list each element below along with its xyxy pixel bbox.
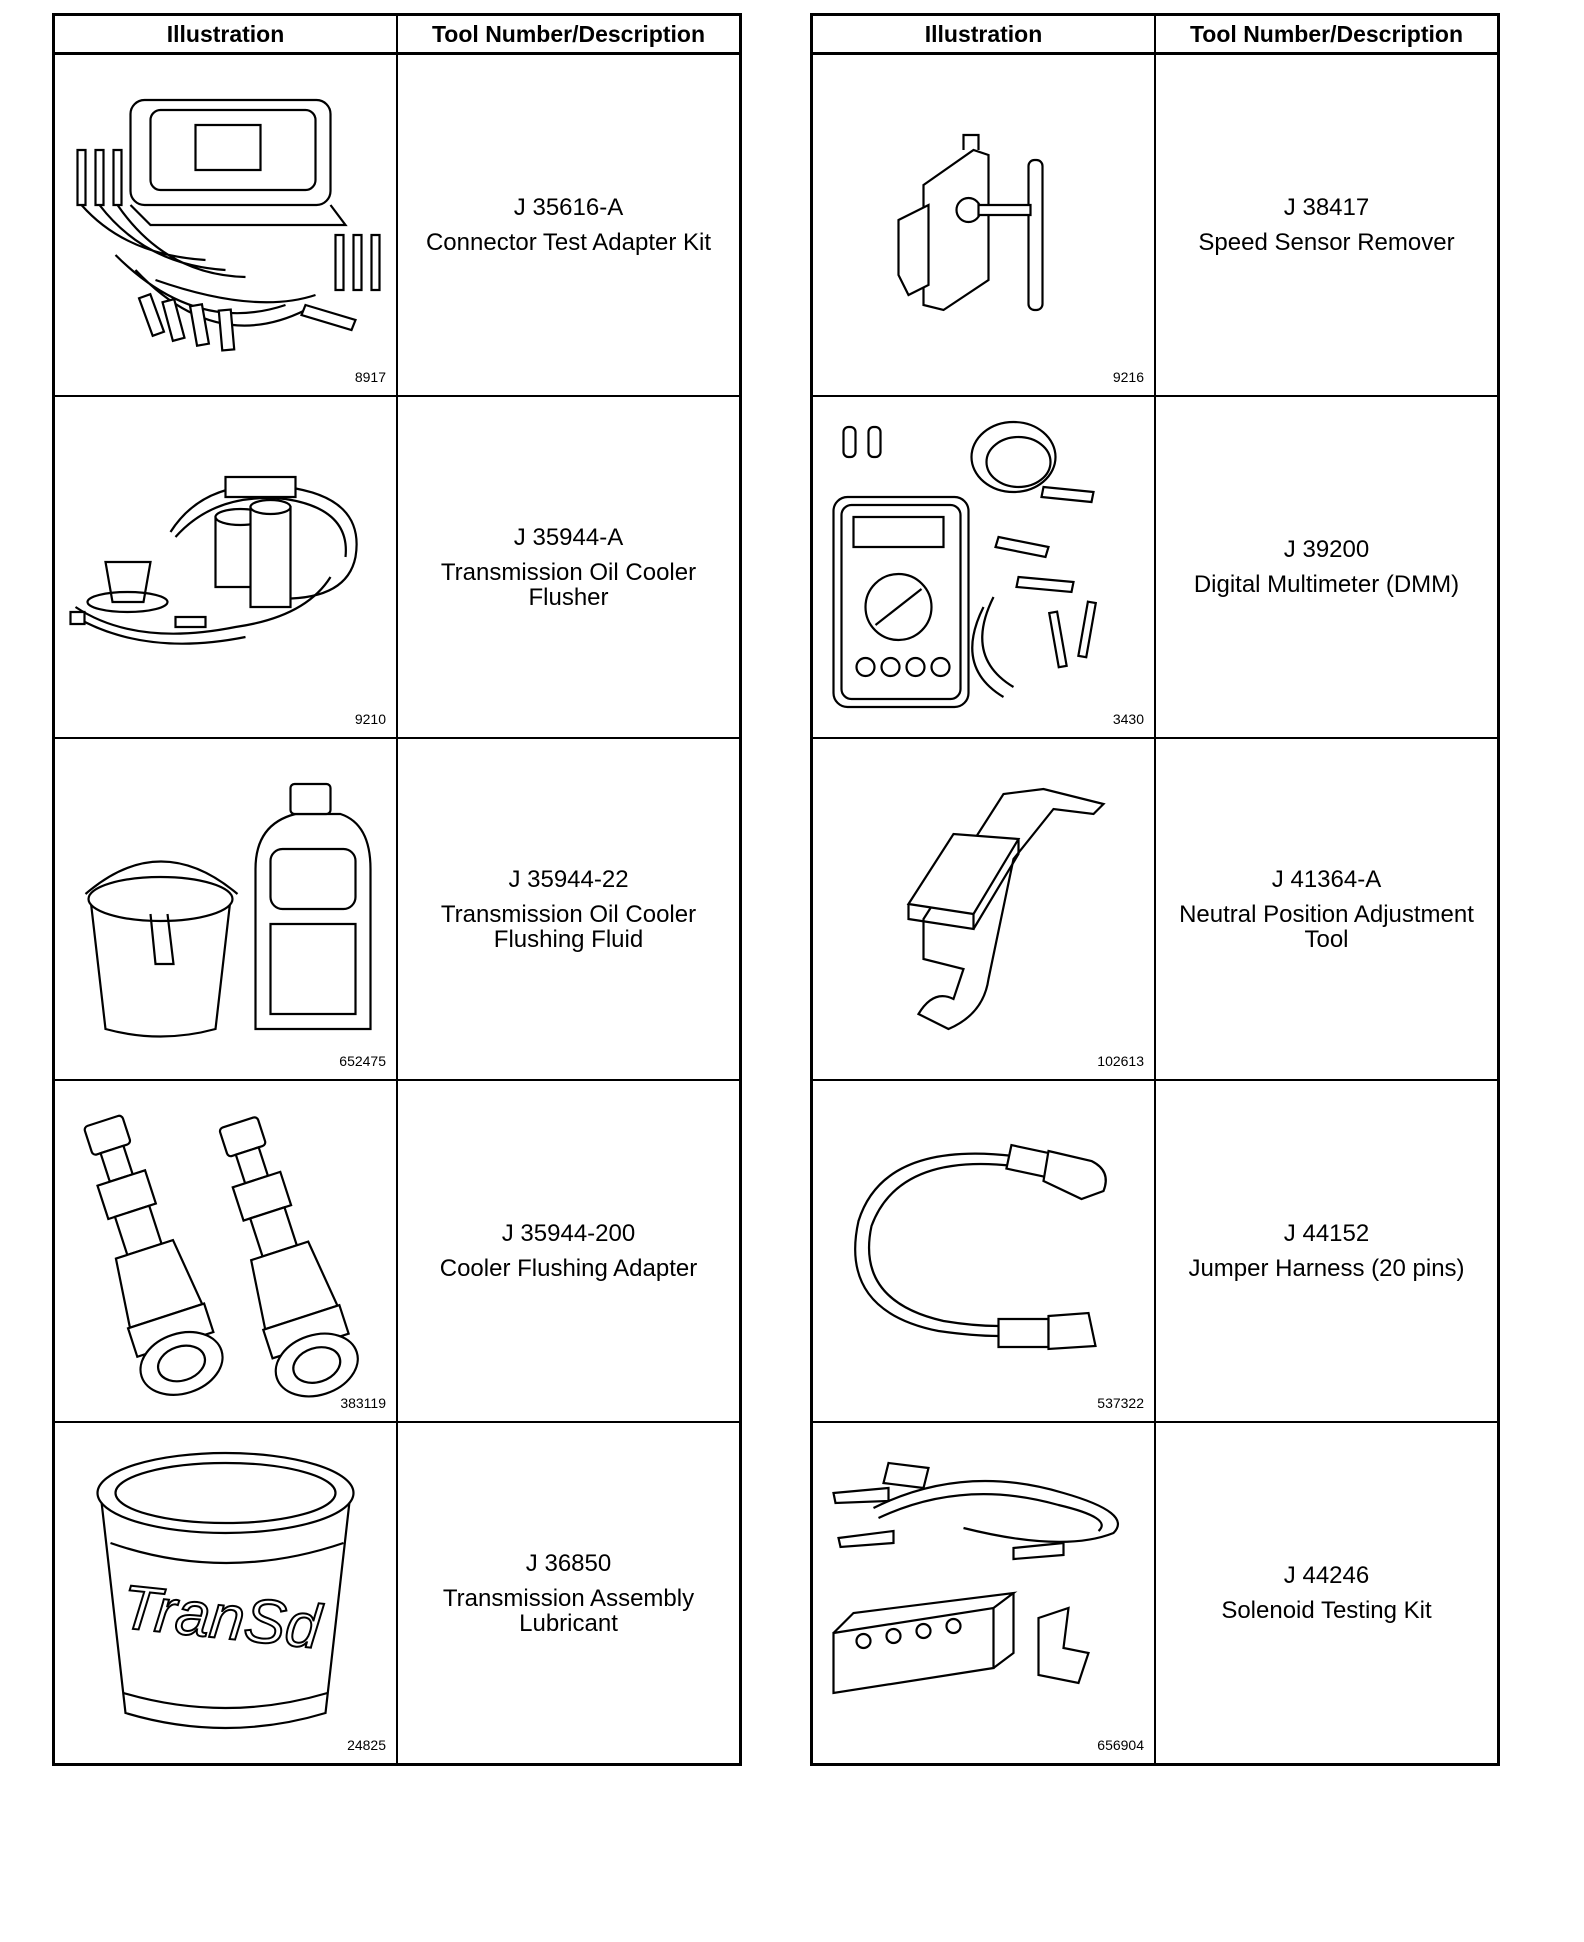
figure-number: 656904 [1097, 1737, 1144, 1753]
speed-sensor-remover-illustration [813, 55, 1154, 395]
table-header-row [812, 15, 1499, 54]
tool-number: J 35944-A [513, 523, 624, 551]
tool-description-cell [397, 54, 741, 397]
table-row [812, 54, 1499, 397]
figure-number: 102613 [1097, 1053, 1144, 1069]
tool-description-cell [1155, 1422, 1499, 1765]
jumper-harness-illustration [813, 1081, 1154, 1421]
tool-description: Neutral Position Adjustment Tool [1179, 900, 1474, 953]
tool-description-cell [397, 396, 741, 738]
figure-number: 652475 [339, 1053, 386, 1069]
tool-description: Cooler Flushing Adapter [439, 1255, 698, 1282]
header-tool-description: Tool Number/Description [397, 15, 741, 54]
figure-number: 8917 [354, 369, 386, 385]
tool-description-cell [397, 1080, 741, 1422]
header-illustration: Illustration [54, 15, 398, 54]
tool-number: J 44152 [1283, 1220, 1370, 1247]
oil-cooler-flusher-illustration [55, 397, 396, 737]
tool-description-cell [1155, 396, 1499, 738]
tool-number: J 44246 [1283, 1562, 1370, 1589]
table-row [812, 1422, 1499, 1765]
solenoid-testing-kit-illustration [813, 1423, 1154, 1763]
illustration-cell [54, 1422, 398, 1765]
figure-number: 537322 [1097, 1395, 1144, 1411]
header-tool-description: Tool Number/Description [1155, 15, 1499, 54]
header-illustration: Illustration [812, 15, 1156, 54]
table-row [54, 738, 741, 1080]
tool-number: J 35944-200 [501, 1220, 636, 1247]
table-row [812, 738, 1499, 1080]
table-row [54, 396, 741, 738]
left-tools-table [52, 13, 742, 1766]
tool-description-cell [1155, 54, 1499, 397]
figure-number: 24825 [347, 1737, 386, 1753]
table-row [54, 1080, 741, 1422]
tool-number: J 35944-22 [508, 865, 629, 893]
illustration-cell [812, 738, 1156, 1080]
tool-number: J 41364-A [1271, 865, 1382, 893]
tool-description: Connector Test Adapter Kit [425, 229, 712, 256]
tool-description: Solenoid Testing Kit [1221, 1597, 1432, 1624]
table-row [54, 1422, 741, 1765]
connector-test-adapter-kit-illustration [55, 55, 396, 395]
bucket-label: TranSd [118, 1572, 324, 1663]
tool-description-cell [1155, 1080, 1499, 1422]
illustration-cell [812, 396, 1156, 738]
figure-number: 9216 [1112, 369, 1144, 385]
illustration-cell [54, 54, 398, 397]
table-row [812, 1080, 1499, 1422]
illustration-cell [812, 54, 1156, 397]
illustration-cell [54, 1080, 398, 1422]
right-tools-table [810, 13, 1500, 1766]
tool-description-cell [397, 1422, 741, 1765]
table-row [812, 396, 1499, 738]
illustration-cell [812, 1080, 1156, 1422]
tool-description: Transmission Oil Cooler Flushing Fluid [440, 900, 697, 953]
table-header-row [54, 15, 741, 54]
tool-description: Digital Multimeter (DMM) [1193, 571, 1460, 598]
figure-number: 3430 [1112, 711, 1144, 727]
tool-number: J 39200 [1283, 536, 1370, 563]
assembly-lubricant-tub-illustration [55, 1423, 396, 1763]
illustration-cell [54, 738, 398, 1080]
tool-description: Transmission Oil Cooler Flusher [440, 558, 697, 611]
tool-description-cell [1155, 738, 1499, 1080]
illustration-cell [812, 1422, 1156, 1765]
illustration-cell [54, 396, 398, 738]
table-row [54, 54, 741, 397]
digital-multimeter-illustration [813, 397, 1154, 737]
figure-number: 9210 [354, 711, 386, 727]
tool-number: J 36850 [525, 1549, 612, 1577]
tool-number: J 38417 [1283, 194, 1370, 221]
flushing-fluid-illustration [55, 739, 396, 1079]
tool-description: Transmission Assembly Lubricant [442, 1584, 695, 1637]
tool-description: Jumper Harness (20 pins) [1188, 1255, 1465, 1282]
tool-description: Speed Sensor Remover [1198, 229, 1455, 256]
tool-description-cell [397, 738, 741, 1080]
tool-number: J 35616-A [513, 194, 624, 221]
figure-number: 383119 [340, 1395, 386, 1411]
cooler-flushing-adapter-illustration [55, 1081, 396, 1421]
neutral-position-adjustment-tool-illustration [813, 739, 1154, 1079]
